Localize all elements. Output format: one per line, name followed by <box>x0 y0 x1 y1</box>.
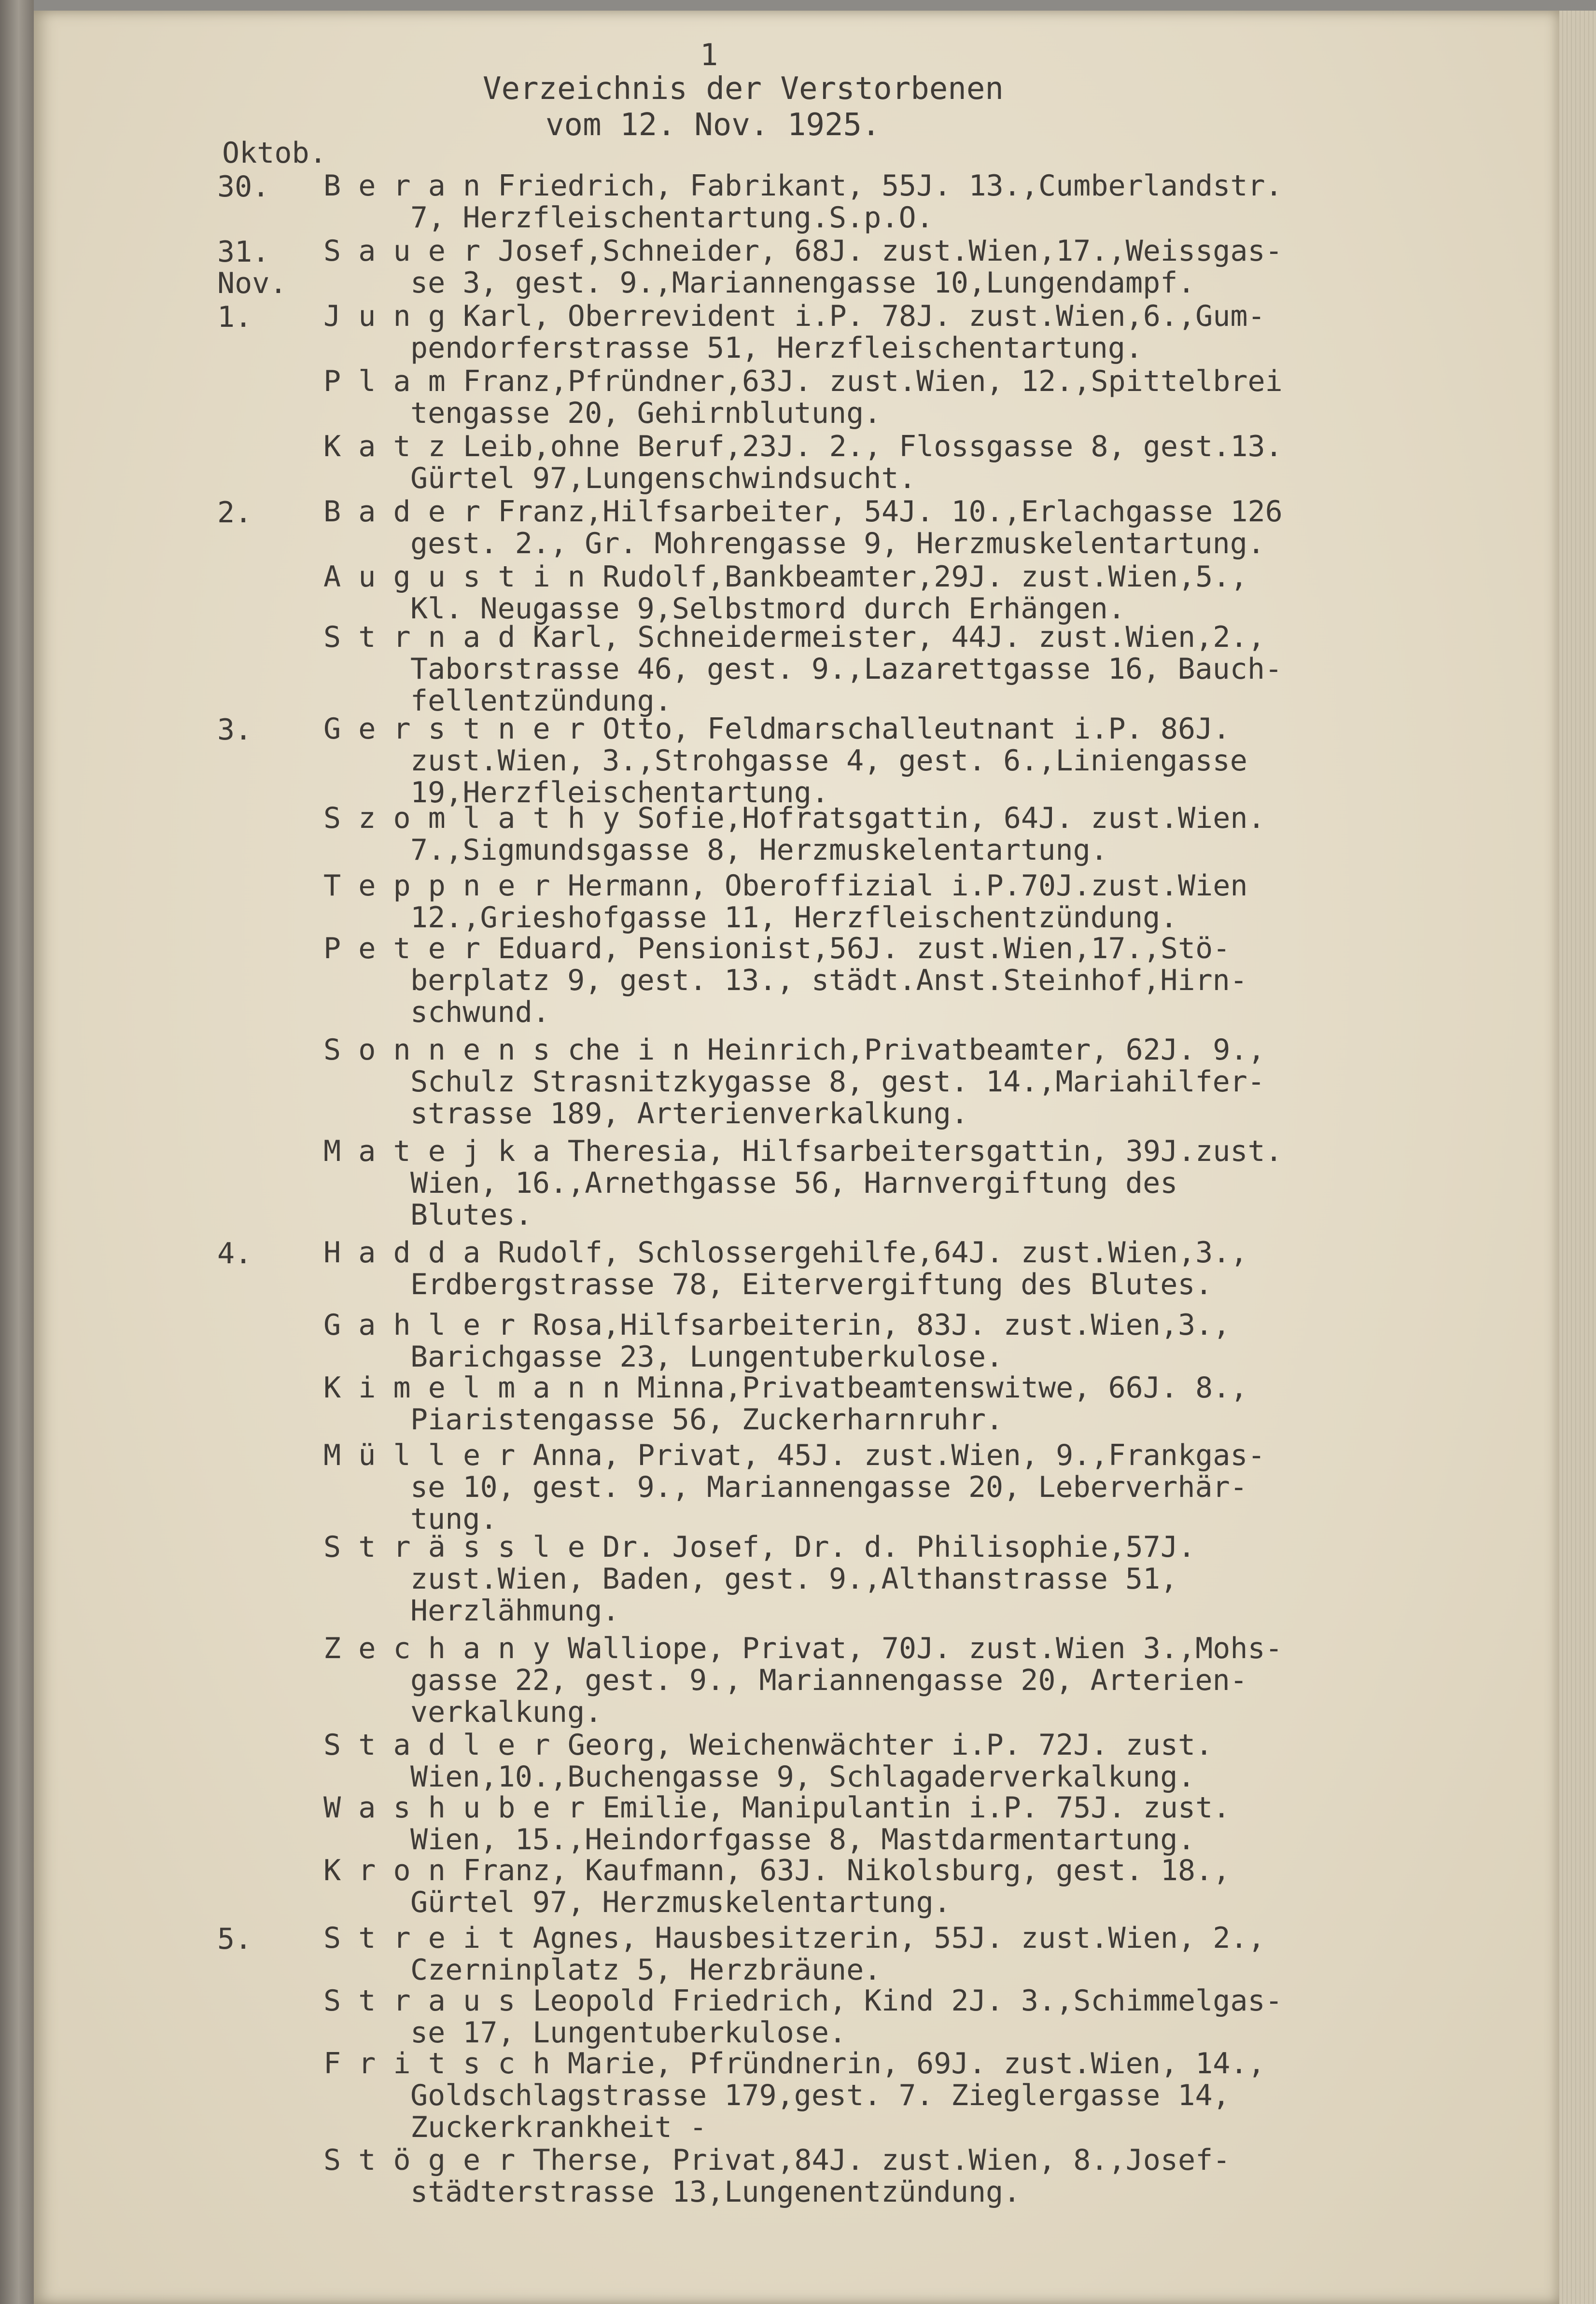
entry-detail-line: berplatz 9, gest. 13., städt.Anst.Steinhof,Hirn- <box>410 963 1247 997</box>
register-entry <box>34 1985 1559 2049</box>
register-entry <box>34 1855 1559 1918</box>
entry-detail-line: se 10, gest. 9., Mariannengasse 20, Leberverhär- <box>410 1470 1247 1504</box>
entry-name-line: F r i t s c h Marie, Pfründnerin, 69J. zust.Wien, 14., <box>323 2047 1265 2081</box>
entry-name-line: G e r s t n e r Otto, Feldmarschalleutnant i.P. 86J. <box>323 712 1231 746</box>
entry-detail-line: Schulz Strasnitzkygasse 8, gest. 14.,Mariahilfer- <box>410 1065 1265 1099</box>
entry-name-line: A u g u s t i n Rudolf,Bankbeamter,29J. zust.Wien,5., <box>323 560 1248 594</box>
register-entry <box>34 365 1559 429</box>
entry-name-line: W a s h u b e r Emilie, Manipulantin i.P. 75J. zust. <box>323 1791 1231 1825</box>
entry-day: 4. <box>217 1237 252 1271</box>
register-entry <box>34 235 1559 299</box>
register-entry <box>34 802 1559 866</box>
register-entry <box>34 2048 1559 2143</box>
month-label-november: Nov. <box>217 266 287 300</box>
entry-day: 3. <box>217 713 252 747</box>
entry-name-line: S t a d l e r Georg, Weichenwächter i.P. 72J. zust. <box>323 1728 1213 1762</box>
entry-detail-line: gasse 22, gest. 9., Mariannengasse 20, Arterien- <box>410 1663 1247 1697</box>
entry-detail-line: 7.,Sigmundsgasse 8, Herzmuskelentartung. <box>410 833 1108 867</box>
entry-detail-line: 19,Herzfleischentartung. <box>410 776 829 810</box>
entry-name-line: P l a m Franz,Pfründner,63J. zust.Wien, 12.,Spittelbrei <box>323 364 1283 398</box>
page-subtitle-date: vom 12. Nov. 1925. <box>546 107 881 143</box>
entry-name-line: M ü l l e r Anna, Privat, 45J. zust.Wien, 9.,Frankgas- <box>323 1438 1265 1472</box>
entry-detail-line: 12.,Grieshofgasse 11, Herzfleischentzündung. <box>410 901 1178 935</box>
register-entry <box>34 1439 1559 1535</box>
entry-detail-line: Erdbergstrasse 78, Eitervergiftung des Blutes. <box>410 1268 1213 1301</box>
entry-name-line: S t r a u s Leopold Friedrich, Kind 2J. 3.,Schimmelgas- <box>323 1984 1283 2018</box>
entry-detail-line: pendorferstrasse 51, Herzfleischentartung. <box>410 331 1143 365</box>
entry-name-line: K a t z Leib,ohne Beruf,23J. 2., Flossgasse 8, gest.13. <box>323 430 1283 463</box>
entry-name-line: B a d e r Franz,Hilfsarbeiter, 54J. 10.,Erlachgasse 126 <box>323 495 1283 529</box>
entry-detail-line: Taborstrasse 46, gest. 9.,Lazarettgasse 16, Bauch- <box>410 652 1283 686</box>
entry-name-line: M a t e j k a Theresia, Hilfsarbeitersgattin, 39J.zust. <box>323 1134 1283 1168</box>
entry-name-line: B e r a n Friedrich, Fabrikant, 55J. 13.,Cumberlandstr. <box>323 169 1283 203</box>
entry-name-line: G a h l e r Rosa,Hilfsarbeiterin, 83J. zust.Wien,3., <box>323 1308 1231 1342</box>
entry-name-line: K i m e l m a n n Minna,Privatbeamtenswitwe, 66J. 8., <box>323 1371 1248 1405</box>
entry-detail-line: gest. 2., Gr. Mohrengasse 9, Herzmuskelentartung. <box>410 527 1265 560</box>
entry-detail-line: verkalkung. <box>410 1695 602 1729</box>
month-label-october: Oktob. <box>222 136 327 170</box>
entry-detail-line: schwund. <box>410 995 550 1029</box>
entry-detail-line: Kl. Neugasse 9,Selbstmord durch Erhängen. <box>410 592 1126 626</box>
register-entry <box>34 2144 1559 2208</box>
entry-detail-line: Gürtel 97, Herzmuskelentartung. <box>410 1885 951 1919</box>
entry-name-line: S t ö g e r Therse, Privat,84J. zust.Wien, 8.,Josef- <box>323 2143 1231 2177</box>
entry-detail-line: se 3, gest. 9.,Mariannengasse 10,Lungendampf. <box>410 266 1195 300</box>
entry-name-line: P e t e r Eduard, Pensionist,56J. zust.Wien,17.,Stö- <box>323 932 1231 965</box>
entry-detail-line: strasse 189, Arterienverkalkung. <box>410 1097 968 1131</box>
entry-name-line: J u n g Karl, Oberrevident i.P. 78J. zust.Wien,6.,Gum- <box>323 299 1265 333</box>
entry-detail-line: Blutes. <box>410 1198 532 1232</box>
register-entry <box>34 1531 1559 1627</box>
entry-day: 31. <box>217 235 270 269</box>
register-entry <box>34 933 1559 1028</box>
register-entry <box>34 1309 1559 1373</box>
entry-name-line: S t r n a d Karl, Schneidermeister, 44J. zust.Wien,2., <box>323 620 1265 654</box>
entry-day: 5. <box>217 1922 252 1956</box>
entry-name-line: S z o m l a t h y Sofie,Hofratsgattin, 64J. zust.Wien. <box>323 801 1265 835</box>
register-entry <box>34 870 1559 934</box>
entry-day: 2. <box>217 496 252 530</box>
entry-detail-line: Wien, 16.,Arnethgasse 56, Harnvergiftung des <box>410 1166 1178 1200</box>
register-entry <box>34 431 1559 494</box>
page-edges <box>1559 11 1596 2304</box>
register-entry <box>34 1135 1559 1231</box>
entry-detail-line: tengasse 20, Gehirnblutung. <box>410 396 882 430</box>
register-entry <box>34 621 1559 717</box>
entry-name-line: T e p p n e r Hermann, Oberoffizial i.P.70J.zust.Wien <box>323 869 1248 903</box>
entry-detail-line: Herzlähmung. <box>410 1594 620 1628</box>
entry-detail-line: Barichgasse 23, Lungentuberkulose. <box>410 1340 1004 1374</box>
entry-detail-line: städterstrasse 13,Lungenentzündung. <box>410 2175 1021 2209</box>
entry-name-line: S t r ä s s l e Dr. Josef, Dr. d. Philisophie,57J. <box>323 1530 1196 1564</box>
register-entry <box>34 1034 1559 1130</box>
register-entry <box>34 1372 1559 1436</box>
entry-detail-line: Zuckerkrankheit - <box>410 2110 707 2144</box>
register-page <box>34 11 1559 2304</box>
entry-detail-line: zust.Wien, Baden, gest. 9.,Althanstrasse 51, <box>410 1562 1178 1596</box>
entry-name-line: H a d d a Rudolf, Schlossergehilfe,64J. zust.Wien,3., <box>323 1236 1248 1270</box>
entry-detail-line: Czerninplatz 5, Herzbräune. <box>410 1953 882 1987</box>
register-entry <box>34 561 1559 625</box>
entry-name-line: S a u e r Josef,Schneider, 68J. zust.Wien,17.,Weissgas- <box>323 234 1283 268</box>
entry-name-line: K r o n Franz, Kaufmann, 63J. Nikolsburg, gest. 18., <box>323 1854 1231 1887</box>
entry-detail-line: Wien,10.,Buchengasse 9, Schlagaderverkalkung. <box>410 1760 1195 1794</box>
register-entry <box>34 300 1559 364</box>
entry-day: 1. <box>217 300 252 334</box>
entry-detail-line: 7, Herzfleischentartung.S.p.O. <box>410 201 934 235</box>
entry-detail-line: Wien, 15.,Heindorfgasse 8, Mastdarmentartung. <box>410 1823 1195 1857</box>
page-title: Verzeichnis der Verstorbenen <box>483 71 1004 107</box>
register-entry <box>34 1922 1559 1986</box>
page-number: 1 <box>700 37 718 72</box>
book-binding <box>0 0 34 2304</box>
entry-detail-line: se 17, Lungentuberkulose. <box>410 2016 847 2050</box>
register-entry <box>34 1729 1559 1793</box>
entry-name-line: S o n n e n s che i n Heinrich,Privatbeamter, 62J. 9., <box>323 1033 1265 1067</box>
register-entry <box>34 170 1559 234</box>
entry-detail-line: fellentzündung. <box>410 684 672 718</box>
entry-detail-line: Gürtel 97,Lungenschwindsucht. <box>410 461 916 495</box>
register-entry <box>34 1633 1559 1728</box>
entry-name-line: Z e c h a n y Walliope, Privat, 70J. zust.Wien 3.,Mohs- <box>323 1632 1283 1665</box>
entry-name-line: S t r e i t Agnes, Hausbesitzerin, 55J. zust.Wien, 2., <box>323 1921 1265 1955</box>
register-entry <box>34 496 1559 559</box>
entry-detail-line: Piaristengasse 56, Zuckerharnruhr. <box>410 1403 1004 1437</box>
entry-detail-line: tung. <box>410 1502 498 1536</box>
register-entry <box>34 1237 1559 1300</box>
register-entry <box>34 1792 1559 1856</box>
entry-detail-line: Goldschlagstrasse 179,gest. 7. Zieglergasse 14, <box>410 2079 1230 2112</box>
entry-day: 30. <box>217 170 270 204</box>
entry-detail-line: zust.Wien, 3.,Strohgasse 4, gest. 6.,Liniengasse <box>410 744 1247 778</box>
register-entry <box>34 713 1559 809</box>
